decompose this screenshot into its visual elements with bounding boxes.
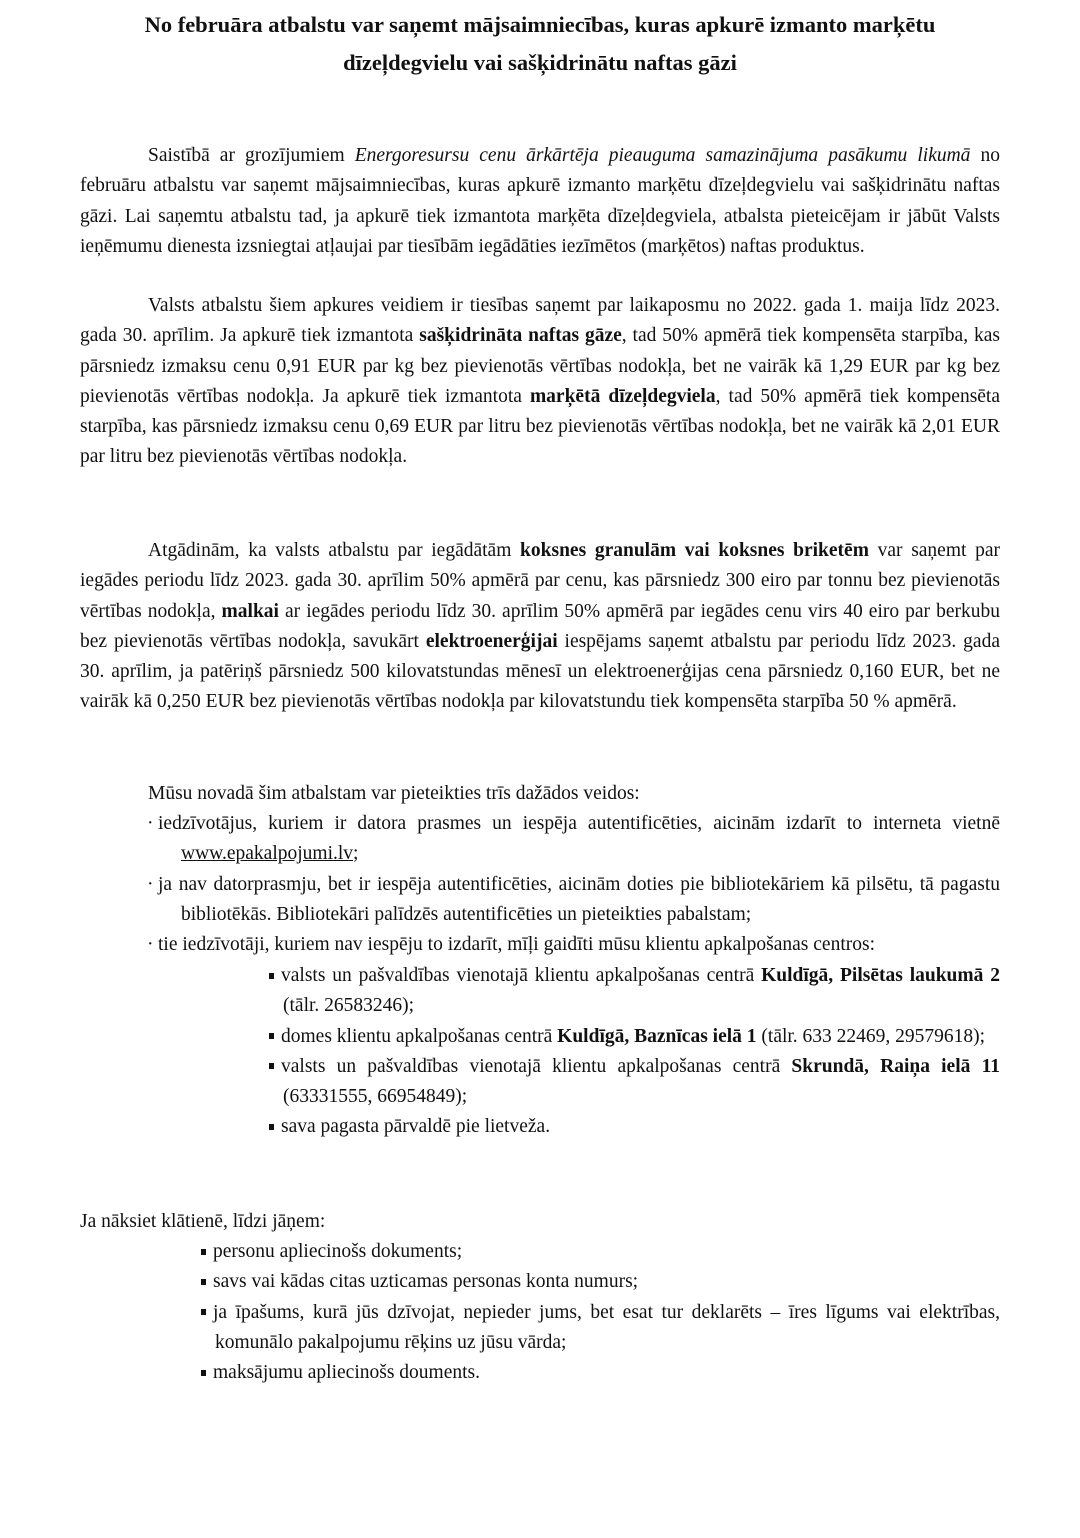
square-bullet-icon xyxy=(269,973,274,979)
list-item-text: (63331555, 66954849); xyxy=(283,1086,468,1108)
list-item xyxy=(147,809,1000,870)
list-item-text: iedzīvotājus, kuriem ir datora prasmes un iespēja autentificēties, aicinām izdarīt to interneta vietnē xyxy=(158,813,1000,834)
bold-electricity: elektroenerģijai xyxy=(425,630,558,652)
ways-list xyxy=(147,809,1000,960)
square-bullet-icon xyxy=(201,1249,206,1255)
paragraph-support-period xyxy=(80,291,1000,473)
list-item-text: domes klientu apkalpošanas centrā xyxy=(281,1025,558,1047)
list-item-text: (tālr. 26583246); xyxy=(283,995,415,1017)
text-run: Atgādinām, ka valsts atbalstu par iegādātām xyxy=(148,540,521,561)
list-item xyxy=(180,1358,1000,1388)
list-item xyxy=(264,1022,1000,1052)
text-run: , tad 50% apmērā tiek kompensēta starpība, kas pārsniedz izmaksu cenu 0,69 EUR par litru bez pievienotās vērtības nodokļa, bet ne vairāk kā 2,01 EUR par litru bez pievienotās vērtības nodokļa. xyxy=(80,385,1001,468)
list-item-text: maksājumu apliecinošs douments. xyxy=(213,1362,481,1384)
square-bullet-icon xyxy=(269,1033,274,1039)
list-item-text: savs vai kādas citas uzticamas personas konta numurs; xyxy=(213,1271,639,1293)
required-documents-list xyxy=(180,1237,1000,1388)
document-title: No februāra atbalstu var saņemt mājsaimniecības, kuras apkurē izmanto marķētu dīzeļdegvielu vai sašķidrinātu naftas gāzi xyxy=(144,12,936,75)
list-item-text: sava pagasta pārvaldē pie lietveža. xyxy=(281,1116,551,1138)
list-item-text: (tālr. 633 22469, 29579618); xyxy=(756,1025,986,1047)
dot-bullet-icon: · xyxy=(147,813,154,834)
list-item xyxy=(180,1298,1000,1359)
list-item-text: tie iedzīvotāji, kuriem nav iespēju to izdarīt, mīļi gaidīti mūsu klientu apkalpošanas centros: xyxy=(158,934,875,956)
square-bullet-icon xyxy=(269,1124,274,1130)
square-bullet-icon xyxy=(201,1309,206,1315)
text-run: ar iegādes periodu līdz 30. aprīlim 50% apmērā par iegādes cenu virs 40 eiro par berkubu bez pievienotās vērtības nodokļa, savukārt xyxy=(80,600,1000,652)
epakalpojumi-link[interactable]: www.epakalpojumi.lv xyxy=(181,843,354,865)
bold-lpg: sašķidrināta naftas gāze xyxy=(419,325,622,347)
law-name-italic: Energoresursu cenu ārkārtēja pieauguma samazinājuma pasākumu likumā xyxy=(354,145,971,166)
list-item-text: personu apliecinošs dokuments; xyxy=(213,1241,463,1262)
list-item-text: valsts un pašvaldības vienotajā klientu apkalpošanas centrā xyxy=(281,1055,792,1077)
list-item xyxy=(147,870,1000,931)
text-run: no februāru atbalstu var saņemt mājsaimniecības, kuras apkurē izmanto marķētu dīzeļdegvielu vai sašķidrinātu naftas gāzi. Lai saņemtu atbalstu tad, ja apkurē tiek izmantota marķēta dīzeļdegviela, atbalsta pieteicējam ir jābūt Valsts ieņēmumu dienesta izsniegtai atļaujai par tiesībām iegādāties iezīmētos (marķētos) naftas produktus. xyxy=(80,145,1000,257)
list-item-text: ja īpašums, kurā jūs dzīvojat, nepieder jums, bet esat tur deklarēts – īres līgums vai elektrības, komunālo pakalpojumu rēķins uz jūsu vārda; xyxy=(213,1301,1000,1353)
list-item-text: ja nav datorprasmju, bet ir iespēja autentificēties, aicinām doties pie bibliotekāriem kā pilsētu, tā pagastu bibliotēkās. Bibliotekāri palīdzēs autentificēties un pieteikties pabalstam; xyxy=(158,873,1000,925)
ways-intro: Mūsu novadā šim atbalstam var pieteikties trīs dažādos veidos: xyxy=(148,783,640,804)
square-bullet-icon xyxy=(201,1370,206,1376)
text-run: , tad 50% apmērā tiek kompensēta starpība, kas pārsniedz izmaksu cenu 0,91 EUR par kg bez pievienotās vērtības nodokļa, bet ne vairāk kā 1,29 EUR par kg bez pievienotās vērtības nodokļa. Ja apkurē tiek izmantota xyxy=(80,325,1000,407)
dot-bullet-icon: · xyxy=(147,873,154,895)
paragraph-reminder xyxy=(80,536,1000,718)
service-centers-list xyxy=(264,961,1000,1143)
list-item xyxy=(180,1237,1000,1267)
square-bullet-icon xyxy=(269,1063,274,1069)
text-run: var saņemt par iegādes periodu līdz 2023. gada 30. aprīlim 50% apmērā par cenu, kas pārsniedz 300 eiro par tonnu bez pievienotās vērtības nodokļa, xyxy=(80,540,1000,622)
list-item xyxy=(147,930,1000,960)
list-item xyxy=(264,1112,1000,1142)
bring-intro: Ja nāksiet klātienē, līdzi jāņem: xyxy=(80,1211,326,1232)
center-address: Kuldīgā, Pilsētas laukumā 2 xyxy=(761,965,1000,986)
dot-bullet-icon: · xyxy=(147,934,154,956)
list-item-text: ; xyxy=(353,843,359,865)
center-address: Skrundā, Raiņa ielā 11 xyxy=(791,1055,1000,1077)
bold-diesel: marķētā dīzeļdegviela xyxy=(529,385,716,407)
text-run: Valsts atbalstu šiem apkures veidiem ir tiesības saņemt par laikaposmu no 2022. gada 1. maija līdz 2023. gada 30. aprīlim. Ja apkurē tiek izmantota xyxy=(80,295,1000,347)
list-item xyxy=(264,961,1000,1022)
list-item xyxy=(264,1052,1000,1113)
text-run: Saistībā ar grozījumiem xyxy=(148,145,355,166)
list-item-text: valsts un pašvaldības vienotajā klientu apkalpošanas centrā xyxy=(281,965,762,986)
text-run: iespējams saņemt atbalstu par periodu līdz 2023. gada 30. aprīlim, ja patēriņš pārsniedz 500 kilovatstundas mēnesī un elektroenerģijas cena pārsniedz 0,160 EUR, bet ne vairāk kā 0,250 EUR bez pievienotās vērtības nodokļa par kilovatstundu tiek kompensēta starpība 50 % apmērā. xyxy=(80,630,1000,713)
list-item xyxy=(180,1267,1000,1297)
bold-firewood: malkai xyxy=(221,600,279,622)
square-bullet-icon xyxy=(201,1279,206,1285)
paragraph-legal-basis xyxy=(80,141,1000,262)
center-address: Kuldīgā, Baznīcas ielā 1 xyxy=(557,1025,757,1047)
bold-wood-pellets: koksnes granulām vai koksnes briketēm xyxy=(520,540,869,561)
